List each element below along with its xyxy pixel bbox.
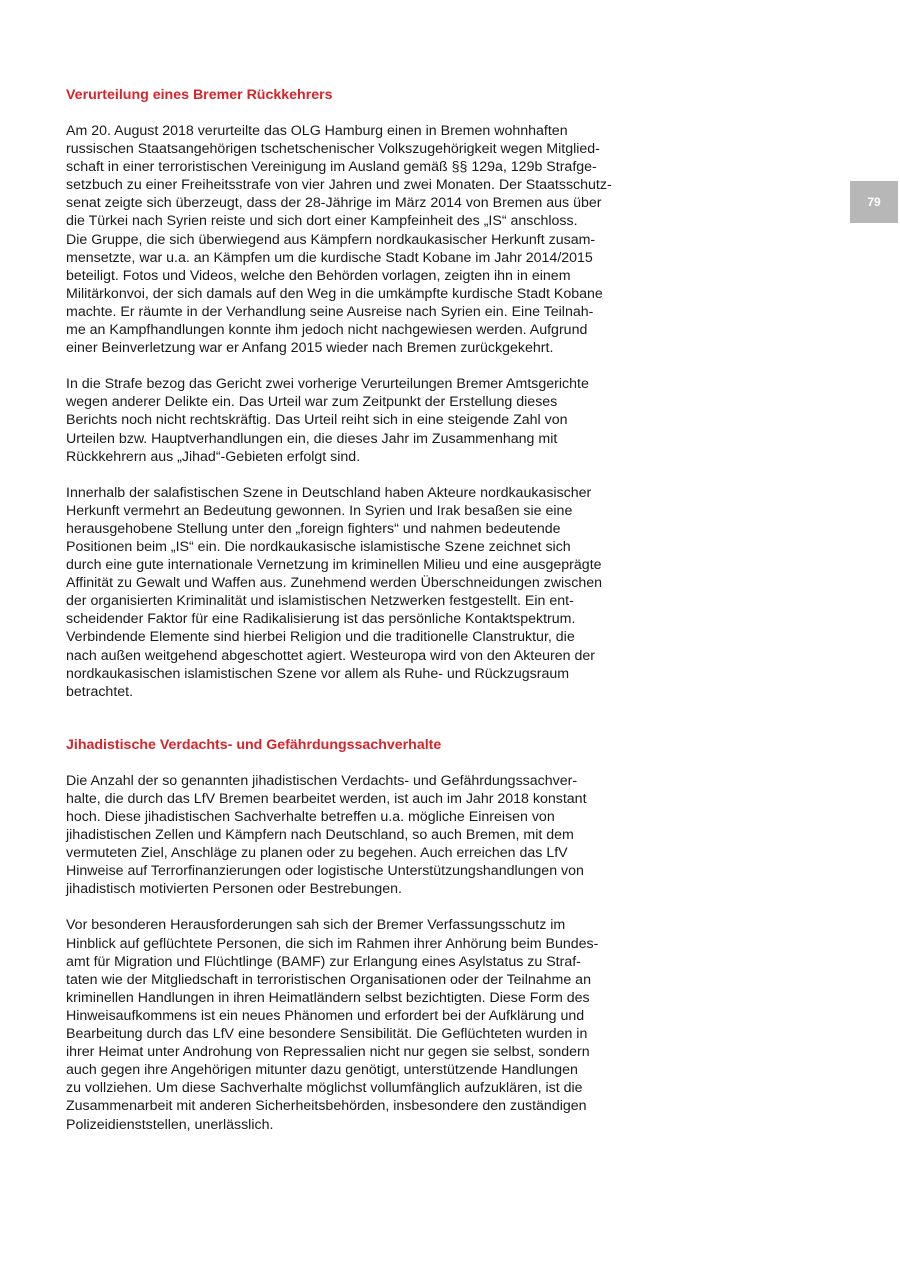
paragraph-gefluechtete	[66, 916, 618, 1133]
text-line: durch eine gute internationale Vernetzung im kriminellen Milieu und eine ausgeprägte	[66, 557, 602, 574]
section-heading-verdachtsfaelle: Jihadistische Verdachts- und Gefährdungssachverhalte	[66, 736, 442, 753]
text-line: Die Anzahl der so genannten jihadistischen Verdachts- und Gefährdungssachver-	[66, 772, 578, 789]
text-line: Innerhalb der salafistischen Szene in Deutschland haben Akteure nordkaukasischer	[66, 484, 592, 501]
text-line: vermuteten Ziel, Anschläge zu planen oder zu begehen. Auch erreichen das LfV	[66, 845, 568, 862]
text-line: Herkunft vermehrt an Bedeutung gewonnen. In Syrien und Irak besaßen sie eine	[66, 502, 573, 519]
text-line: jihadistischen Zellen und Kämpfern nach Deutschland, so auch Bremen, mit dem	[66, 827, 574, 844]
text-line: amt für Migration und Flüchtlinge (BAMF) zur Erlangung eines Asylstatus zu Straf-	[66, 953, 581, 970]
text-line: Zusammenarbeit mit anderen Sicherheitsbehörden, insbesondere den zuständigen	[66, 1098, 587, 1115]
text-line: scheidender Faktor für eine Radikalisierung ist das persönliche Kontaktspektrum.	[66, 611, 576, 628]
text-line: Urteilen bzw. Hauptverhandlungen ein, die dieses Jahr im Zusammenhang mit	[66, 430, 558, 447]
text-line: In die Strafe bezog das Gericht zwei vorherige Verurteilungen Bremer Amtsgerichte	[66, 376, 589, 393]
page-number-badge: 79	[850, 181, 898, 223]
text-line: taten wie der Mitgliedschaft in terroristischen Organisationen oder der Teilnahme an	[66, 971, 591, 988]
text-line: Die Gruppe, die sich überwiegend aus Kämpfern nordkaukasischer Herkunft zusam-	[66, 231, 596, 248]
text-line: beteiligt. Fotos und Videos, welche den Behörden vorlagen, zeigten ihn in einem	[66, 267, 571, 284]
text-line: machte. Er räumte in der Verhandlung seine Ausreise nach Syrien ein. Eine Teilnah-	[66, 303, 594, 320]
text-line: Militärkonvoi, der sich damals auf den Weg in die umkämpfte kurdische Stadt Kobane	[66, 285, 603, 302]
text-line: Hinweise auf Terrorfinanzierungen oder logistische Unterstützungshandlungen von	[66, 863, 584, 880]
text-line: mensetzte, war u.a. an Kämpfen um die kurdische Stadt Kobane im Jahr 2014/2015	[66, 249, 593, 266]
paragraph-strafe	[66, 375, 618, 465]
text-line: Rückkehrern aus „Jihad“-Gebieten erfolgt sind.	[66, 448, 361, 465]
text-line: betrachtet.	[66, 683, 134, 700]
text-line: Bearbeitung durch das LfV eine besondere Sensibilität. Die Geflüchteten wurden in	[66, 1026, 588, 1043]
text-line: russischen Staatsangehörigen tschetschenischer Volkszugehörigkeit wegen Mitglied-	[66, 141, 600, 158]
text-line: der organisierten Kriminalität und islamistischen Netzwerken festgestellt. Ein ent-	[66, 593, 574, 610]
text-line: Hinweisaufkommens ist ein neues Phänomen und erfordert bei der Aufklärung und	[66, 1007, 585, 1024]
text-line: die Türkei nach Syrien reiste und sich dort einer Kampfeinheit des „IS“ anschloss.	[66, 213, 578, 230]
text-line: nach außen weitgehend abgeschottet agiert. Westeuropa wird von den Akteuren der	[66, 647, 595, 664]
section-heading-rueckkehrer: Verurteilung eines Bremer Rückkehrers	[66, 87, 333, 103]
text-line: hoch. Diese jihadistischen Sachverhalte betreffen u.a. mögliche Einreisen von	[66, 809, 555, 825]
text-line: me an Kampfhandlungen konnte ihm jedoch nicht nachgewiesen werden. Aufgrund	[66, 322, 588, 339]
text-line: Berichts noch nicht rechtskräftig. Das Urteil reiht sich in eine steigende Zahl von	[66, 412, 568, 429]
text-line: Hinblick auf geflüchtete Personen, die sich im Rahmen ihrer Anhörung beim Bundes-	[66, 935, 599, 952]
text-line: Polizeidienststellen, unerlässlich.	[66, 1116, 274, 1133]
text-line: einer Beinverletzung war er Anfang 2015 wieder nach Bremen zurückgekehrt.	[66, 340, 554, 357]
text-line: Positionen beim „IS“ ein. Die nordkaukasische islamistische Szene zeichnet sich	[66, 538, 571, 555]
text-line: halte, die durch das LfV Bremen bearbeitet werden, ist auch im Jahr 2018 konstant	[66, 790, 587, 807]
text-line: zu vollziehen. Um diese Sachverhalte möglichst vollumfänglich aufzuklären, ist die	[66, 1080, 583, 1097]
paragraph-nordkaukasus	[66, 484, 618, 701]
text-line: Affinität zu Gewalt und Waffen aus. Zunehmend werden Überschneidungen zwischen	[66, 575, 603, 592]
paragraph-verurteilung	[66, 122, 618, 357]
text-line: senat zeigte sich überzeugt, dass der 28-Jährige im März 2014 von Bremen aus über	[66, 195, 602, 212]
paragraph-anzahl	[66, 772, 618, 899]
text-line: ihrer Heimat unter Androhung von Repressalien nicht nur gegen sie selbst, sondern	[66, 1044, 590, 1061]
text-line: auch gegen ihre Angehörigen mitunter dazu genötigt, unterstützende Handlungen	[66, 1062, 578, 1079]
text-line: Verbindende Elemente sind hierbei Religion und die traditionelle Clanstruktur, die	[66, 629, 575, 646]
text-line: herausgehobene Stellung unter den „foreign fighters“ und nahmen bedeutende	[66, 520, 561, 537]
text-line: schaft in einer terroristischen Vereinigung im Ausland gemäß §§ 129a, 129b Strafge-	[66, 159, 597, 176]
text-line: wegen anderer Delikte ein. Das Urteil war zum Zeitpunkt der Erstellung dieses	[66, 394, 558, 411]
document-body	[66, 86, 618, 1134]
text-line: Am 20. August 2018 verurteilte das OLG Hamburg einen in Bremen wohnhaften	[66, 123, 568, 139]
text-line: jihadistisch motivierten Personen oder Bestrebungen.	[66, 881, 402, 898]
text-line: Vor besonderen Herausforderungen sah sich der Bremer Verfassungsschutz im	[66, 917, 566, 934]
text-line: kriminellen Handlungen in ihren Heimatländern selbst bezichtigten. Diese Form des	[66, 989, 590, 1006]
text-line: nordkaukasischen islamistischen Szene vor allem als Ruhe- und Rückzugsraum	[66, 665, 570, 682]
text-line: setzbuch zu einer Freiheitsstrafe von vier Jahren und zwei Monaten. Der Staatsschutz-	[66, 177, 612, 194]
